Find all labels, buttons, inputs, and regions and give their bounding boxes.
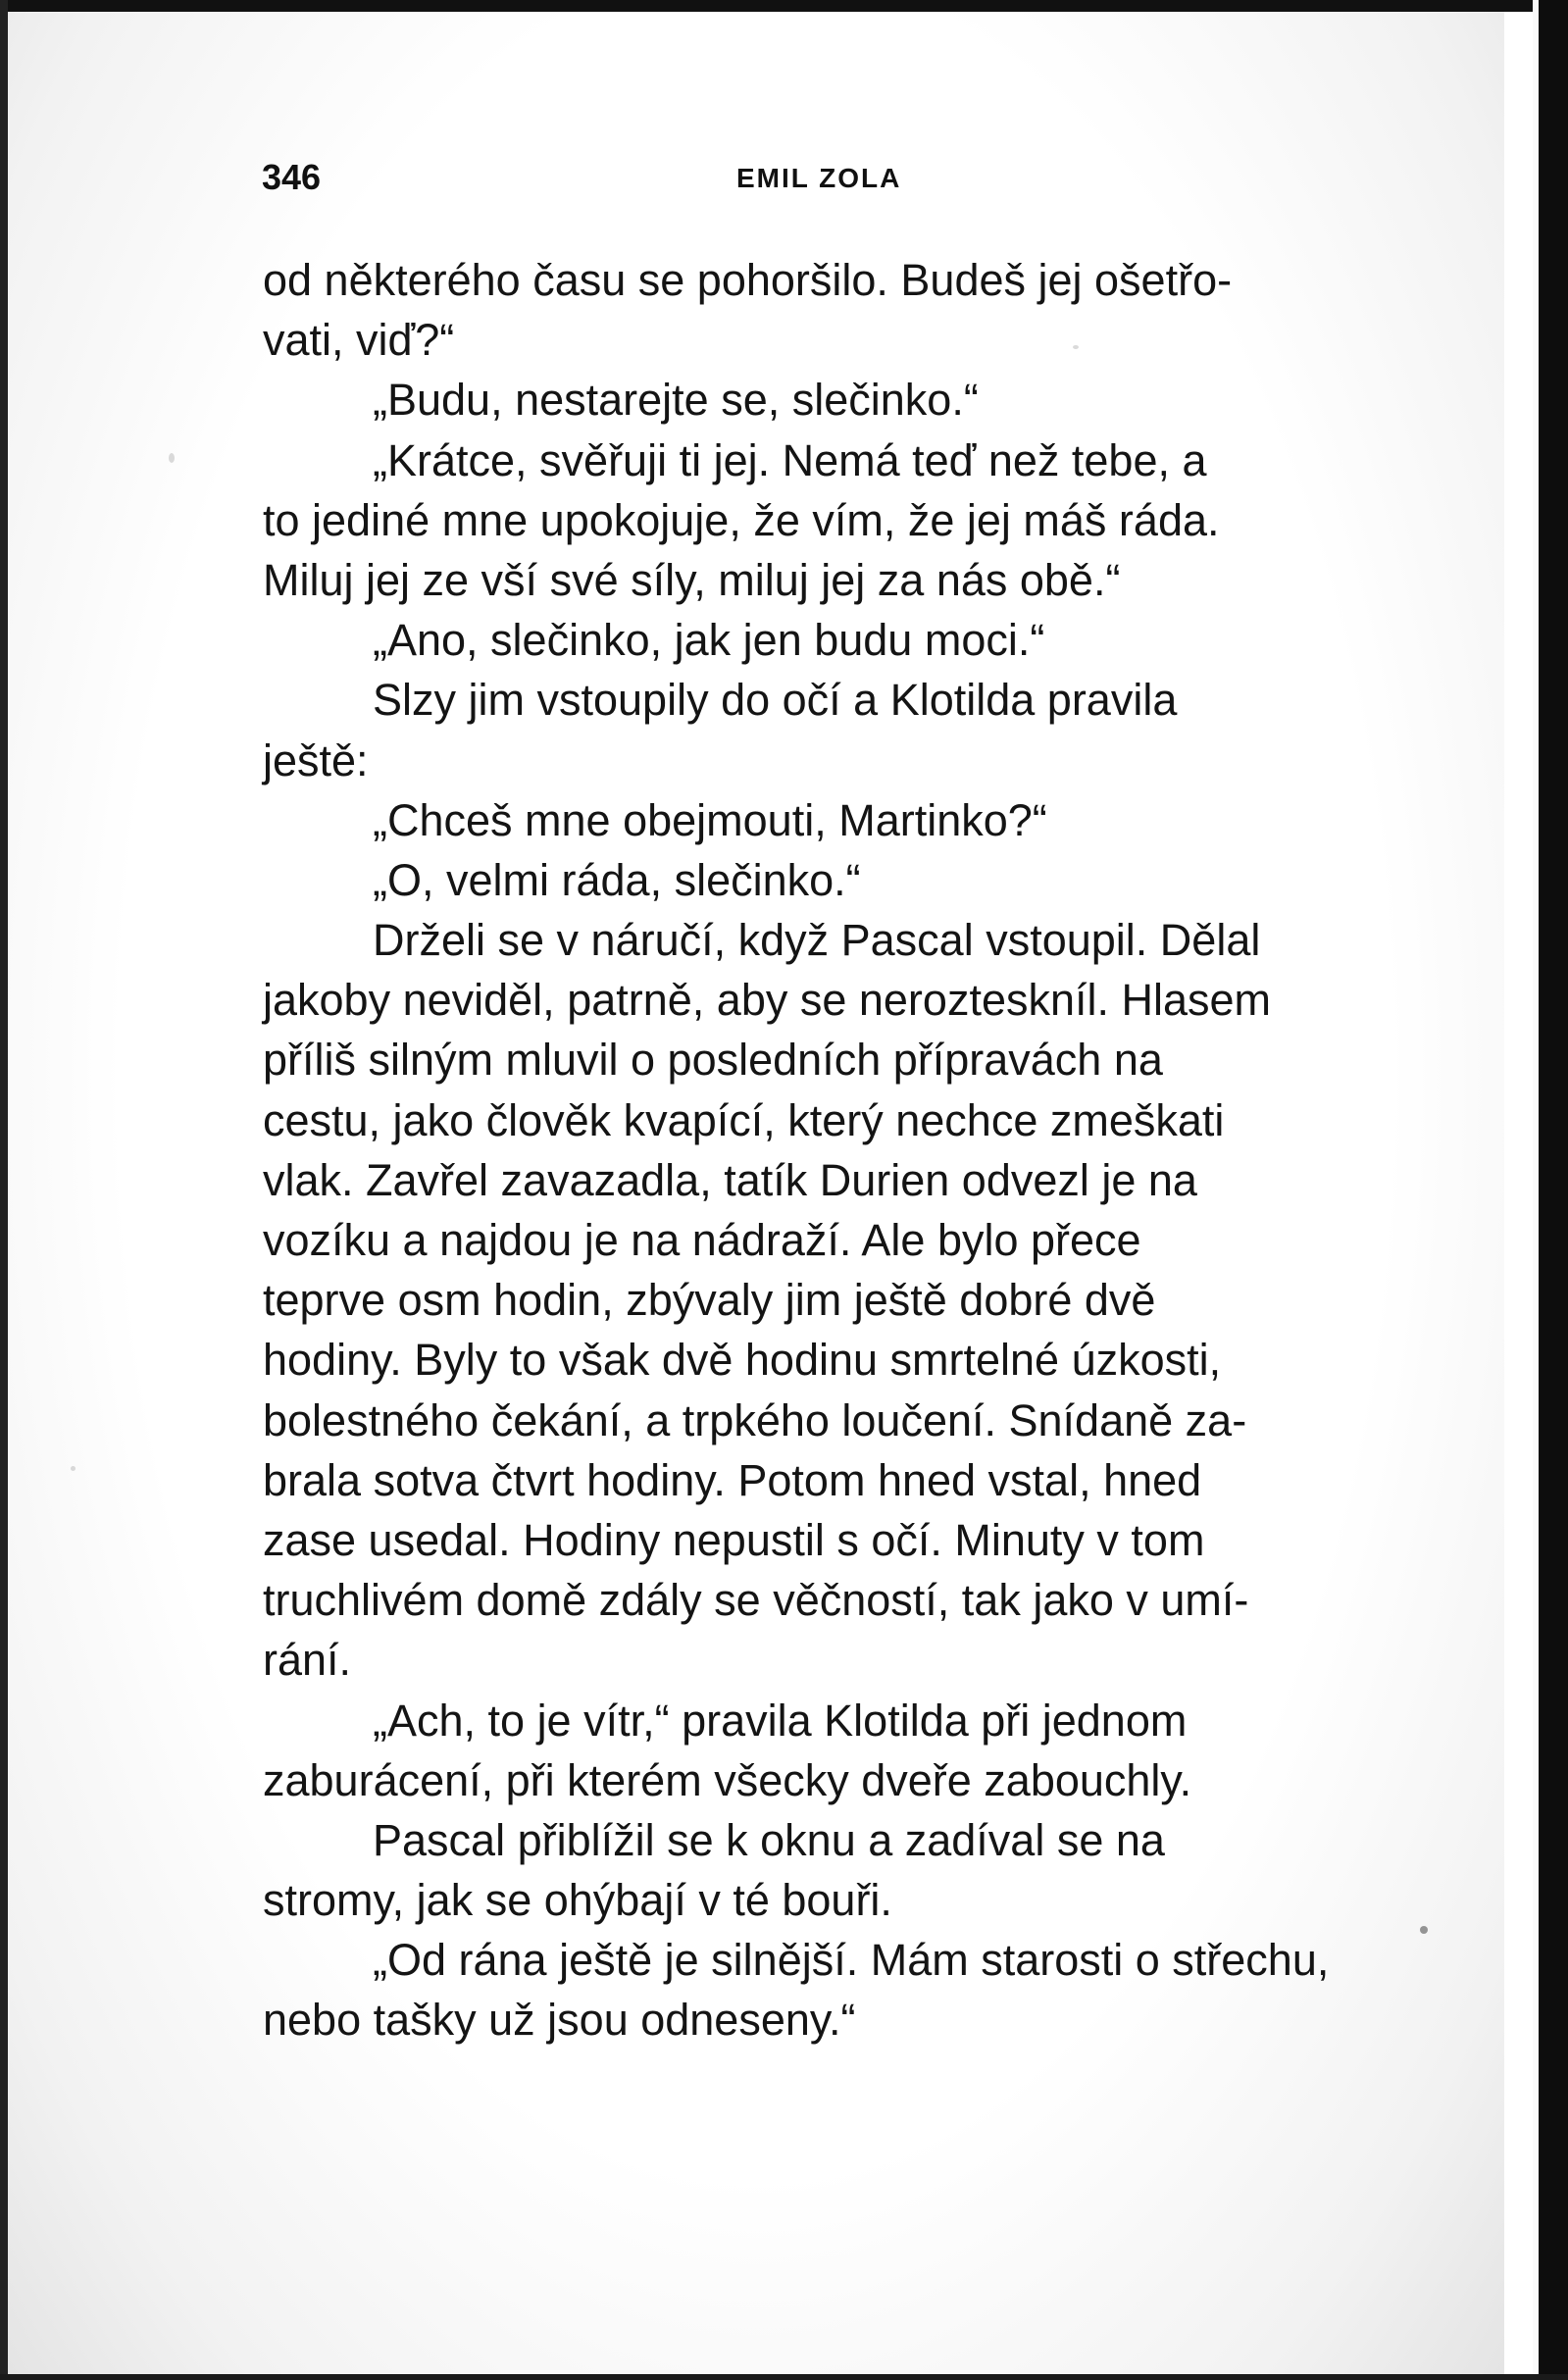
text-line: příliš silným mluvil o posledních přípravách na [263,1035,1163,1086]
text-line: to jediné mne upokojuje, že vím, že jej máš ráda. [263,494,1220,545]
text-line: „Ach, to je vítr,“ pravila Klotilda při jednom [373,1695,1188,1746]
scan-border-bottom [0,2374,1568,2380]
text-line: rání. [263,1635,352,1686]
ink-speck [169,453,175,463]
text-line: truchlivém domě zdály se věčností, tak jako v umí- [263,1575,1249,1626]
text-line: „Budu, nestarejte se, slečinko.“ [373,375,979,426]
scan-border-left [0,0,8,2380]
text-line: ještě: [263,734,369,785]
ink-speck [71,1466,76,1471]
text-line: vati, viď?“ [263,315,455,366]
text-line: stromy, jak se ohýbají v té bouři. [263,1875,892,1926]
text-line: od některého času se pohoršilo. Budeš jej ošetřo- [263,255,1233,305]
text-line: „Ano, slečinko, jak jen budu moci.“ [373,615,1045,666]
text-line: Miluj jej ze vší své síly, miluj jej za nás obě.“ [263,554,1121,605]
text-line: Pascal přiblížil se k oknu a zadíval se na [373,1814,1165,1865]
text-line: hodiny. Byly to však dvě hodinu smrtelné úzkosti, [263,1335,1222,1386]
text-line: bolestného čekání, a trpkého loučení. Snídaně za- [263,1394,1247,1445]
text-line: „Od rána ještě je silnější. Mám starosti o střechu, [373,1935,1330,1986]
text-line: vozíku a najdou je na nádraží. Ale bylo přece [263,1215,1141,1265]
page-number: 346 [262,157,322,197]
text-line: „Krátce, svěřuji ti jej. Nemá teď než tebe, a [373,434,1207,485]
text-line: zase usedal. Hodiny nepustil s očí. Minuty v tom [263,1514,1205,1565]
text-line: cestu, jako člověk kvapící, který nechce zmeškati [263,1094,1225,1145]
text-line: vlak. Zavřel zavazadla, tatík Durien odvezl je na [263,1154,1197,1205]
running-head: EMIL ZOLA [736,163,902,193]
text-line: Drželi se v náručí, když Pascal vstoupil. Dělal [373,915,1261,966]
text-line: zaburácení, při kterém všecky dveře zabouchly. [263,1754,1192,1805]
page-header [262,157,1409,206]
text-line: Slzy jim vstoupily do očí a Klotilda pravila [373,675,1178,726]
text-line: nebo tašky už jsou odneseny.“ [263,1995,856,2046]
text-line: jakoby neviděl, patrně, aby se nerozteskníl. Hlasem [263,975,1272,1026]
text-line: teprve osm hodin, zbývaly jim ještě dobré dvě [263,1275,1156,1326]
scan-border-top [0,0,1568,12]
scan-border-highlight [1533,0,1539,2380]
body-text [263,250,1410,2051]
text-line: „O, velmi ráda, slečinko.“ [373,854,861,905]
ink-speck [1420,1926,1428,1934]
text-line: „Chceš mne obejmouti, Martinko?“ [373,794,1047,845]
text-line: brala sotva čtvrt hodiny. Potom hned vstal, hned [263,1454,1202,1505]
